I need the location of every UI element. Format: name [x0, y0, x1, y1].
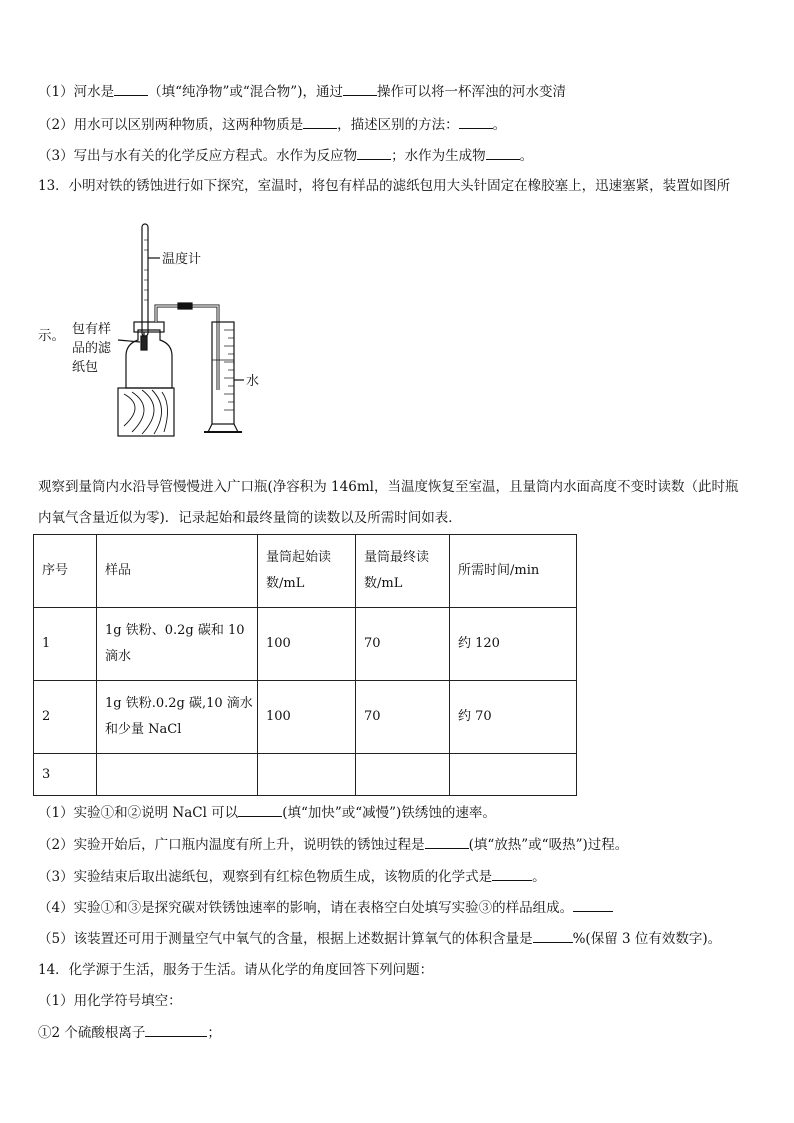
- cell-end: 70: [356, 608, 450, 681]
- tube-connector: [178, 303, 192, 309]
- q13-intro-end: 示。: [38, 328, 65, 344]
- q12-sub1: [38, 81, 566, 102]
- q14-sub1: （1）用化学符号填空：: [38, 993, 182, 1009]
- cell-time[interactable]: [450, 754, 577, 796]
- q12-sub2-text: ，描述区别的方法：: [337, 117, 459, 133]
- q12-sub3-text: ；水作为生成物: [391, 148, 486, 164]
- q14-intro: 14．化学源于生活，服务于生活。请从化学的角度回答下列问题：: [38, 962, 434, 978]
- answer-blank[interactable]: [357, 145, 391, 160]
- results-table: [33, 534, 577, 796]
- label-packet-line1: 包有样: [72, 321, 112, 336]
- label-packet-line2: 品的滤: [72, 340, 112, 355]
- q12-sub2: [38, 114, 506, 135]
- table-row-blank: [34, 754, 577, 796]
- cell-sample: 1g 铁粉、0.2g 碳和 10 滴水: [97, 608, 258, 681]
- graduated-cylinder: [212, 322, 234, 424]
- apparatus-diagram: [38, 210, 298, 442]
- cell-start[interactable]: [258, 754, 356, 796]
- q13-sub4: （4）实验①和③是探究碳对铁锈蚀速率的影响，请在表格空白处填写实验③的样品组成。: [38, 897, 613, 918]
- answer-blank[interactable]: [238, 802, 282, 817]
- cell-end[interactable]: [356, 754, 450, 796]
- filter-paper-packet: [141, 336, 147, 350]
- header-end: 量筒最终读 数/mL: [356, 535, 450, 608]
- wide-mouth-bottle: [126, 330, 172, 388]
- answer-blank[interactable]: [459, 114, 493, 129]
- q13-sub5: （5）该装置还可用于测量空气中氧气的含量，根据上述数据计算氧气的体积含量是 %(保留 3 位有效数字)。: [38, 928, 721, 949]
- label-packet-line3: 纸包: [72, 359, 99, 374]
- table-header-row: [34, 535, 577, 608]
- q14-item1: ①2 个硫酸根离子 ；: [38, 1022, 221, 1043]
- cell-no: 3: [34, 754, 97, 796]
- q13-observation-end: 内氧气含量近似为零)．记录起始和最终量筒的读数以及所需时间如表．: [38, 510, 462, 526]
- cell-no: 2: [34, 681, 97, 754]
- q13-intro: 13．小明对铁的锈蚀进行如下探究，室温时，将包有样品的滤纸包用大头针固定在橡胶塞上，迅速塞紧，装置如图所: [38, 178, 731, 194]
- table-row: [34, 608, 577, 681]
- q12-sub2-text: （2）用水可以区别两种物质，这两种物质是: [38, 117, 304, 133]
- header-no: 序号: [34, 535, 97, 608]
- table-row: [34, 681, 577, 754]
- answer-blank[interactable]: [425, 834, 469, 849]
- q13-sub3: （3）实验结束后取出滤纸包，观察到有红棕色物质生成，该物质的化学式是 。: [38, 866, 546, 887]
- answer-blank[interactable]: [573, 897, 613, 912]
- cell-sample-blank[interactable]: [97, 754, 258, 796]
- cell-time: 约 120: [450, 608, 577, 681]
- q12-sub3-text: 。: [519, 148, 534, 164]
- answer-blank[interactable]: [343, 81, 377, 96]
- answer-blank[interactable]: [492, 866, 532, 881]
- cell-start: 100: [258, 608, 356, 681]
- answer-blank[interactable]: [486, 145, 520, 160]
- q12-sub1-text: （填“纯净物”或“混合物”)，通过: [148, 84, 343, 100]
- answer-blank[interactable]: [303, 114, 337, 129]
- answer-blank[interactable]: [533, 928, 573, 943]
- q13-observation: 观察到量筒内水沿导管慢慢进入广口瓶(净容积为 146ml，当温度恢复至室温，且量筒内水面高度不变时读数（此时瓶: [38, 479, 739, 495]
- cell-start: 100: [258, 681, 356, 754]
- q12-sub3-text: （3）写出与水有关的化学反应方程式。水作为反应物: [38, 148, 358, 164]
- cell-sample: 1g 铁粉.0.2g 碳,10 滴水 和少量 NaCl: [97, 681, 258, 754]
- label-water: 水: [246, 373, 260, 388]
- cell-time: 约 70: [450, 681, 577, 754]
- label-thermometer: 温度计: [162, 251, 202, 266]
- header-time: 所需时间/min: [450, 535, 577, 608]
- q12-sub1-text: 操作可以将一杯浑浊的河水变清: [376, 84, 566, 100]
- q12-sub3: [38, 145, 533, 166]
- answer-blank[interactable]: [145, 1022, 207, 1037]
- header-start: 量筒起始读 数/mL: [258, 535, 356, 608]
- apparatus-figure: [38, 210, 298, 442]
- q12-sub1-text: （1）河水是: [38, 84, 115, 100]
- cell-no: 1: [34, 608, 97, 681]
- header-sample: 样品: [97, 535, 258, 608]
- q13-sub1: （1）实验①和②说明 NaCl 可以 (填“加快”或“减慢”)铁绣蚀的速率。: [38, 802, 496, 823]
- cell-end: 70: [356, 681, 450, 754]
- q13-sub2: （2）实验开始后，广口瓶内温度有所上升，说明铁的锈蚀过程是 (填“放热”或“吸热”)过程。: [38, 834, 628, 855]
- answer-blank[interactable]: [114, 81, 148, 96]
- q12-sub2-text: 。: [492, 117, 507, 133]
